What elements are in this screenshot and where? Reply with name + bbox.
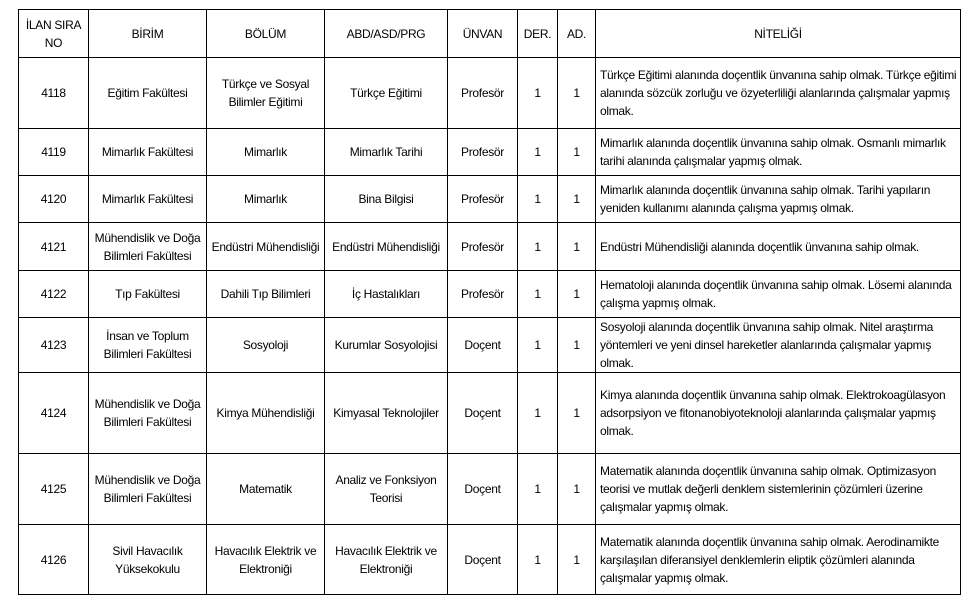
cell-no: 4118 [19, 58, 89, 129]
header-ilan-sira-no: İLAN SIRA NO [19, 10, 89, 58]
cell-unvan: Doçent [448, 373, 518, 454]
cell-birim: Mühendislik ve Doğa Bilimleri Fakültesi [89, 223, 207, 271]
cell-birim: Mühendislik ve Doğa Bilimleri Fakültesi [89, 373, 207, 454]
table-body [19, 58, 961, 595]
cell-bolum: Mimarlık [207, 176, 325, 223]
cell-nitelik: Matematik alanında doçentlik ünvanına sahip olmak. Optimizasyon teorisi ve mutlak değerli denklem sistemlerinin çözümleri üzerine çalışmalar yapmış olmak. [596, 454, 961, 525]
cell-nitelik: Endüstri Mühendisliği alanında doçentlik ünvanına sahip olmak. [596, 223, 961, 271]
cell-bolum: Mimarlık [207, 129, 325, 176]
cell-ad: 1 [558, 129, 596, 176]
cell-der: 1 [518, 454, 558, 525]
cell-der: 1 [518, 525, 558, 595]
cell-bolum: Kimya Mühendisliği [207, 373, 325, 454]
header-nitelik: NİTELİĞİ [596, 10, 961, 58]
cell-abd: Kimyasal Teknolojiler [325, 373, 448, 454]
header-ad: AD. [558, 10, 596, 58]
cell-ad: 1 [558, 271, 596, 318]
cell-ad: 1 [558, 223, 596, 271]
document-page [18, 9, 961, 595]
cell-nitelik: Kimya alanında doçentlik ünvanına sahip olmak. Elektrokoagülasyon adsorpsiyon ve fitonanobiyoteknoloji alanlarında çalışmalar yapmış olmak. [596, 373, 961, 454]
cell-birim: Tıp Fakültesi [89, 271, 207, 318]
cell-bolum: Türkçe ve Sosyal Bilimler Eğitimi [207, 58, 325, 129]
cell-abd: Mimarlık Tarihi [325, 129, 448, 176]
cell-der: 1 [518, 129, 558, 176]
cell-birim: Eğitim Fakültesi [89, 58, 207, 129]
cell-birim: Mimarlık Fakültesi [89, 129, 207, 176]
cell-bolum: Havacılık Elektrik ve Elektroniği [207, 525, 325, 595]
cell-unvan: Profesör [448, 58, 518, 129]
cell-unvan: Doçent [448, 454, 518, 525]
cell-unvan: Profesör [448, 129, 518, 176]
cell-ad: 1 [558, 525, 596, 595]
table-row [19, 454, 961, 525]
cell-nitelik: Türkçe Eğitimi alanında doçentlik ünvanına sahip olmak. Türkçe eğitimi alanında sözcük zorluğu ve özyeterliliği alanlarında çalışmalar yapmış olmak. [596, 58, 961, 129]
cell-ad: 1 [558, 58, 596, 129]
cell-bolum: Matematik [207, 454, 325, 525]
table-row [19, 129, 961, 176]
cell-unvan: Doçent [448, 525, 518, 595]
table-row [19, 58, 961, 129]
cell-unvan: Profesör [448, 271, 518, 318]
header-unvan: ÜNVAN [448, 10, 518, 58]
cell-nitelik: Matematik alanında doçentlik ünvanına sahip olmak. Aerodinamikte karşılaşılan diferansiyel denklemlerin eliptik çözümleri alanında çalışmalar yapmış olmak. [596, 525, 961, 595]
cell-ad: 1 [558, 373, 596, 454]
cell-birim: Sivil Havacılık Yüksekokulu [89, 525, 207, 595]
cell-no: 4122 [19, 271, 89, 318]
cell-bolum: Dahili Tıp Bilimleri [207, 271, 325, 318]
header-bolum: BÖLÜM [207, 10, 325, 58]
cell-nitelik: Mimarlık alanında doçentlik ünvanına sahip olmak. Osmanlı mimarlık tarihi alanında çalışmalar yapmış olmak. [596, 129, 961, 176]
cell-der: 1 [518, 58, 558, 129]
announcement-table [18, 9, 961, 595]
cell-der: 1 [518, 176, 558, 223]
cell-abd: Analiz ve Fonksiyon Teorisi [325, 454, 448, 525]
table-row [19, 176, 961, 223]
cell-abd: Kurumlar Sosyolojisi [325, 318, 448, 373]
table-row [19, 525, 961, 595]
table-row [19, 373, 961, 454]
cell-der: 1 [518, 373, 558, 454]
cell-no: 4124 [19, 373, 89, 454]
cell-abd: Bina Bilgisi [325, 176, 448, 223]
cell-der: 1 [518, 223, 558, 271]
cell-ad: 1 [558, 318, 596, 373]
cell-nitelik: Mimarlık alanında doçentlik ünvanına sahip olmak. Tarihi yapıların yeniden kullanımı alanında çalışma yapmış olmak. [596, 176, 961, 223]
cell-ad: 1 [558, 176, 596, 223]
cell-birim: Mühendislik ve Doğa Bilimleri Fakültesi [89, 454, 207, 525]
cell-ad: 1 [558, 454, 596, 525]
table-row [19, 271, 961, 318]
table-row [19, 223, 961, 271]
cell-unvan: Profesör [448, 223, 518, 271]
cell-abd: İç Hastalıkları [325, 271, 448, 318]
cell-unvan: Profesör [448, 176, 518, 223]
cell-der: 1 [518, 318, 558, 373]
cell-bolum: Endüstri Mühendisliği [207, 223, 325, 271]
cell-birim: Mimarlık Fakültesi [89, 176, 207, 223]
header-abd: ABD/ASD/PRG [325, 10, 448, 58]
table-header [19, 10, 961, 58]
cell-abd: Endüstri Mühendisliği [325, 223, 448, 271]
cell-nitelik: Hematoloji alanında doçentlik ünvanına sahip olmak. Lösemi alanında çalışma yapmış olmak. [596, 271, 961, 318]
header-birim: BİRİM [89, 10, 207, 58]
cell-unvan: Doçent [448, 318, 518, 373]
cell-abd: Türkçe Eğitimi [325, 58, 448, 129]
cell-abd: Havacılık Elektrik ve Elektroniği [325, 525, 448, 595]
cell-no: 4121 [19, 223, 89, 271]
cell-no: 4126 [19, 525, 89, 595]
header-der: DER. [518, 10, 558, 58]
cell-no: 4125 [19, 454, 89, 525]
cell-no: 4119 [19, 129, 89, 176]
table-row [19, 318, 961, 373]
cell-birim: İnsan ve Toplum Bilimleri Fakültesi [89, 318, 207, 373]
cell-bolum: Sosyoloji [207, 318, 325, 373]
cell-no: 4123 [19, 318, 89, 373]
cell-der: 1 [518, 271, 558, 318]
cell-nitelik: Sosyoloji alanında doçentlik ünvanına sahip olmak. Nitel araştırma yöntemleri ve yeni dinsel hareketler alanlarında çalışmalar yapmış olmak. [596, 318, 961, 373]
cell-no: 4120 [19, 176, 89, 223]
